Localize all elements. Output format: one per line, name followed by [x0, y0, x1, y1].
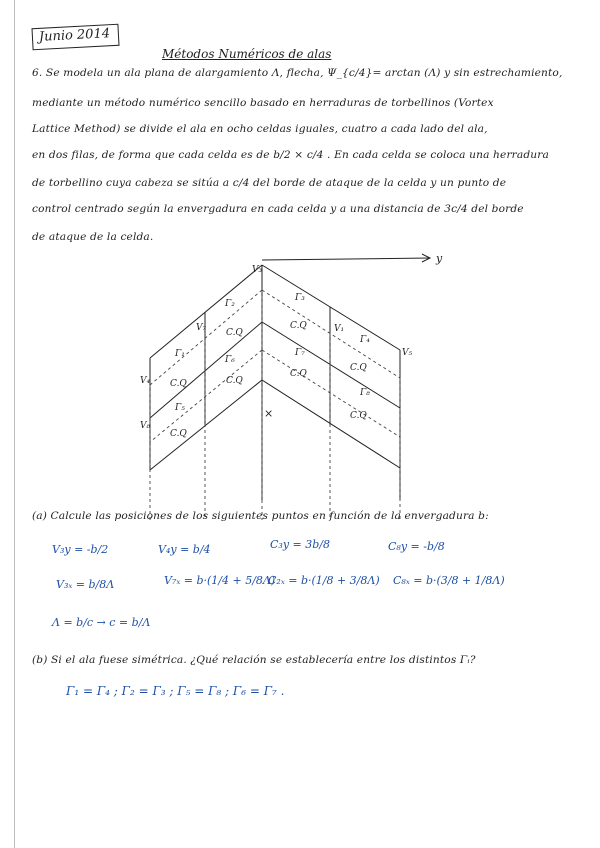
question-a: (a) Calcule las posiciones de los siguientes puntos en función de la envergadura b: [32, 510, 489, 522]
vertex-label: V₁ [334, 324, 345, 334]
gamma-label: Γ₁ [175, 349, 185, 359]
problem-line: en dos filas, de forma que cada celda es de b/2 × c/4 . En cada celda se coloca una herradura [32, 149, 549, 161]
gamma-label: Γ₆ [225, 355, 235, 365]
vertex-label: V₃ [252, 265, 263, 275]
problem-line: mediante un método numérico sencillo basado en herraduras de torbellinos (Vortex [32, 97, 494, 109]
leading-edge-right [262, 265, 400, 350]
answer-a: C₈y = -b/8 [388, 540, 445, 553]
bound-vortex-row1-left [150, 290, 262, 385]
control-point-label: C.Q [290, 369, 307, 379]
control-point-label: C.Q [170, 379, 187, 389]
vertex-label: V₄ [140, 376, 151, 386]
answer-a: V₄y = b/4 [158, 543, 211, 556]
question-b: (b) Si el ala fuese simétrica. ¿Qué relación se establecería entre los distintos Γᵢ? [32, 654, 476, 666]
answer-a: C₃y = 3b/8 [270, 538, 330, 551]
vertex-label: V₈ [140, 421, 151, 431]
vertex-label: V₇ [196, 323, 207, 333]
control-point-label: C.Q [350, 411, 367, 421]
answer-a: C₈ₓ = b·(3/8 + 1/8Λ) [393, 574, 505, 587]
gamma-label: Γ₇ [295, 348, 305, 358]
leading-edge-left [150, 265, 262, 358]
trailing-edge-left [150, 380, 262, 470]
y-axis-label: y [436, 252, 443, 265]
answer-a: C₂ₓ = b·(1/8 + 3/8Λ) [268, 574, 380, 587]
gamma-label: Γ₄ [360, 335, 370, 345]
answer-a-relation: Λ = b/c → c = b/Λ [52, 616, 151, 629]
gamma-label: Γ₃ [295, 293, 305, 303]
page-title: Métodos Numéricos de alas [162, 47, 332, 61]
control-point-label: C.Q [226, 376, 243, 386]
problem-line: de ataque de la celda. [32, 231, 154, 243]
answer-a: V₃ₓ = b/8Λ [56, 578, 115, 591]
date-text: Junio 2014 [38, 26, 111, 45]
answer-b: Γ₁ = Γ₄ ; Γ₂ = Γ₃ ; Γ₅ = Γ₈ ; Γ₆ = Γ₇ . [66, 684, 285, 698]
gamma-label: Γ₈ [360, 388, 370, 398]
control-point-label: C.Q [226, 328, 243, 338]
problem-line: de torbellino cuya cabeza se sitúa a c/4 del borde de ataque de la celda y un punto de [32, 177, 507, 189]
vertex-label: V₅ [402, 348, 413, 358]
bound-vortex-row2-left [150, 350, 262, 442]
answer-a: V₇ₓ = b·(1/4 + 5/8Λ) [164, 574, 276, 587]
mid-line-left [150, 322, 262, 418]
origin-mark: × [264, 407, 274, 420]
y-axis-line [262, 258, 430, 260]
gamma-label: Γ₂ [225, 299, 235, 309]
control-point-label: C.Q [350, 363, 367, 373]
problem-line: Lattice Method) se divide el ala en ocho celdas iguales, cuatro a cada lado del ala, [32, 123, 488, 135]
problem-line: 6. Se modela un ala plana de alargamiento Λ, flecha, Ψ_{c/4}= arctan (Λ) y sin estrechamiento, [32, 67, 563, 79]
problem-line: control centrado según la envergadura en cada celda y a una distancia de 3c/4 del borde [32, 203, 524, 215]
gamma-label: Γ₅ [175, 403, 185, 413]
answer-a: V₃y = -b/2 [52, 543, 109, 556]
control-point-label: C.Q [170, 429, 187, 439]
control-point-label: C.Q [290, 321, 307, 331]
